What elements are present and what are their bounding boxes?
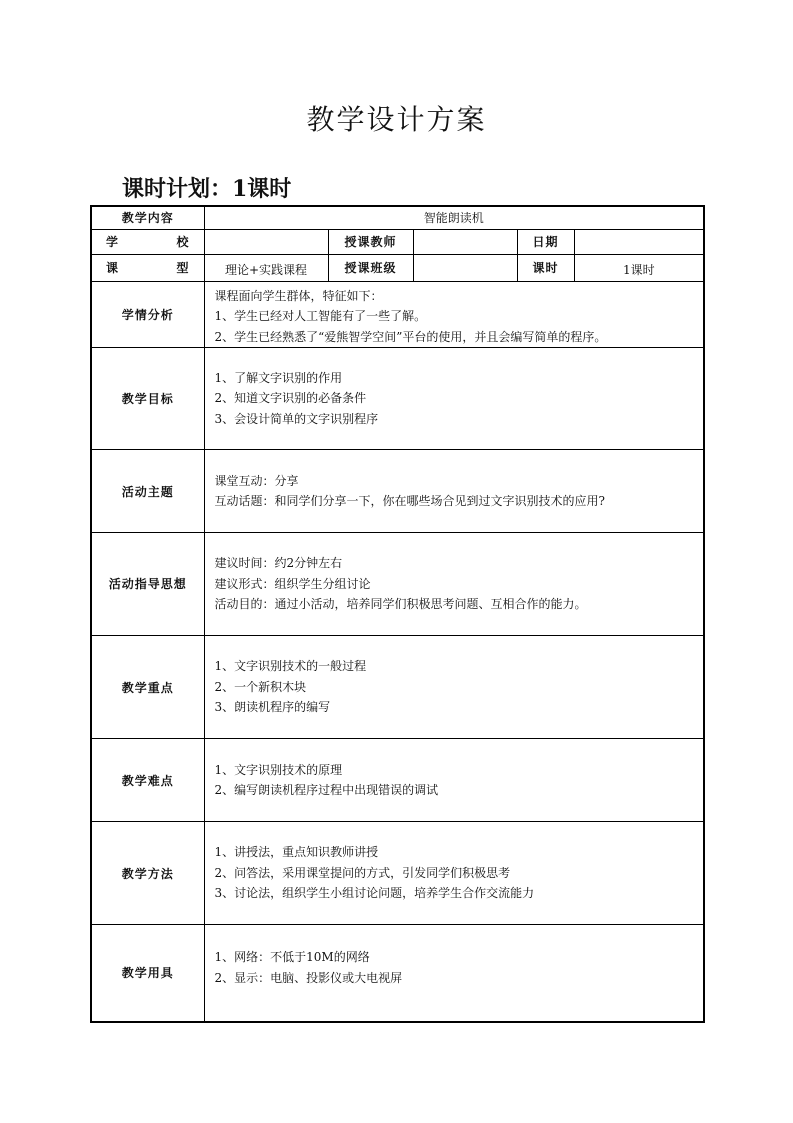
content-difficult [204,739,704,822]
content-line: 课堂互动：分享 [214,473,299,488]
label-guide: 活动指导思想 [91,533,204,636]
content-line: 1、文字识别技术的原理 [214,762,343,777]
content-line: 1、网络：不低于10M的网络 [214,950,370,964]
row-key [91,636,704,739]
label-school: 学 校 [91,229,204,254]
lesson-plan-table [90,205,705,1023]
content-line: 1、讲授法，重点知识教师讲授 [214,845,379,860]
content-line: 2、学生已经熟悉了“爱熊智学空间”平台的使用，并且会编写简单的程序。 [214,329,607,344]
content-line: 2、一个新积木块 [214,679,307,694]
lesson-plan-heading: 课时计划：1课时 [122,176,292,202]
content-analysis [204,281,704,348]
value-hours: 1课时 [574,254,704,281]
label-content: 教学内容 [91,206,204,229]
content-method [204,822,704,925]
label-difficult: 教学难点 [91,739,204,822]
label-date: 日期 [517,229,574,254]
content-tools [204,925,704,1022]
row-analysis [91,281,704,348]
content-line: 建议形式：组织学生分组讨论 [214,576,371,591]
content-guide [204,533,704,636]
row-guide [91,533,704,636]
content-goals [204,348,704,450]
value-teacher [413,229,517,254]
label-type: 课 型 [91,254,204,281]
label-theme: 活动主题 [91,450,204,533]
row-method [91,822,704,925]
row-tools [91,925,704,1022]
label-analysis: 学情分析 [91,281,204,348]
row-goals [91,348,704,450]
content-theme [204,450,704,533]
label-class: 授课班级 [328,254,413,281]
content-line: 2、显示：电脑、投影仪或大电视屏 [214,970,403,985]
content-line: 互动话题：和同学们分享一下，你在哪些场合见到过文字识别技术的应用? [214,494,605,508]
content-line: 2、编写朗读机程序过程中出现错误的调试 [214,783,439,797]
content-line: 2、知道文字识别的必备条件 [214,391,367,406]
label-hours: 课时 [517,254,574,281]
content-line: 建议时间：约2分钟左右 [214,556,343,571]
label-method: 教学方法 [91,822,204,925]
value-class [413,254,517,281]
row-difficult [91,739,704,822]
content-line: 3、朗读机程序的编写 [214,700,331,715]
page-title: 教学设计方案 [306,103,487,136]
content-line: 1、文字识别技术的一般过程 [214,659,367,674]
row-school [91,229,704,254]
content-line: 1、了解文字识别的作用 [214,370,343,385]
label-goals: 教学目标 [91,348,204,450]
label-tools: 教学用具 [91,925,204,1022]
row-theme [91,450,704,533]
label-teacher: 授课教师 [328,229,413,254]
row-type [91,254,704,281]
value-school [204,229,328,254]
content-line: 2、问答法，采用课堂提问的方式，引发同学们积极思考 [214,865,511,880]
content-line: 3、会设计简单的文字识别程序 [214,411,379,426]
content-key [204,636,704,739]
value-type: 理论+实践课程 [204,254,328,281]
row-content [91,206,704,229]
label-key: 教学重点 [91,636,204,739]
content-line: 活动目的：通过小活动，培养同学们积极思考问题、互相合作的能力。 [214,597,587,612]
content-line: 1、学生已经对人工智能有了一些了解。 [214,309,427,323]
content-line: 课程面向学生群体，特征如下： [214,288,383,303]
value-date [574,229,704,254]
value-content: 智能朗读机 [204,206,704,229]
content-line: 3、讨论法，组织学生小组讨论问题，培养学生合作交流能力 [214,886,535,901]
